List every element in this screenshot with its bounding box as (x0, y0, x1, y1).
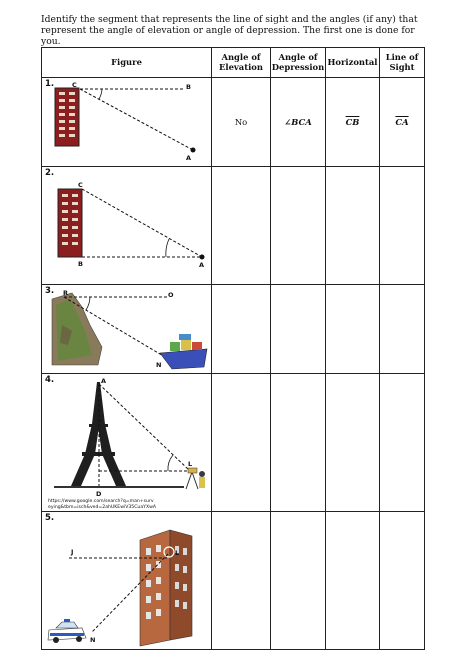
instructions: Identify the segment that represents the line of sight and the angles (if any) that represent the angle of elevation or angle of depression. The first one is done for you. (41, 14, 418, 47)
point-label-r: R (63, 289, 69, 297)
line-of-sight-cell-1[interactable] (380, 78, 425, 167)
header-row (42, 48, 425, 78)
point-label-l: L (188, 460, 193, 468)
line-of-sight-cell-5[interactable] (380, 512, 425, 650)
point-label-a: A (101, 377, 107, 385)
line-of-sight-cell-4[interactable] (380, 374, 425, 512)
row-number: 2. (45, 168, 55, 178)
row-number: 4. (45, 375, 55, 385)
image-source-url-line-1: https://www.google.com/search?q=man+surv (48, 499, 154, 504)
figure-1-diagram (42, 78, 212, 167)
table-row (42, 512, 425, 650)
police-car-icon (48, 619, 86, 643)
header-figure: Figure (42, 48, 212, 78)
point-label-o: O (168, 291, 174, 299)
figure-cell-1 (42, 78, 212, 167)
figure-5-diagram (42, 512, 212, 650)
point-label-c: C (72, 81, 77, 89)
depression-cell-1[interactable] (271, 78, 326, 167)
table-row (42, 167, 425, 285)
figure-cell-2 (42, 167, 212, 285)
point-label-j: J (71, 548, 74, 556)
eiffel-tower-icon (54, 382, 184, 488)
apartment-building-icon (140, 530, 192, 646)
table-row (42, 285, 425, 374)
building-icon (58, 189, 82, 257)
figure-cell-5 (42, 512, 212, 650)
surveyor-icon (186, 468, 205, 489)
horizontal-answer: $\overline{CB}$ (345, 117, 360, 127)
worksheet-table (41, 47, 425, 650)
point-label-a: A (186, 154, 192, 162)
figure-3-diagram (42, 285, 212, 374)
point-label-n: N (156, 361, 162, 369)
depression-cell-2[interactable] (271, 167, 326, 285)
point-label-d: D (96, 490, 102, 498)
horizontal-cell-3[interactable] (326, 285, 380, 374)
figure-2-diagram (42, 167, 212, 285)
elevation-cell-1[interactable]: No (212, 78, 271, 167)
cliff-icon (52, 293, 102, 365)
elevation-cell-2[interactable] (212, 167, 271, 285)
line-of-sight-answer: $\overline{CA}$ (395, 117, 409, 127)
point-label-b: B (186, 83, 191, 91)
horizontal-cell-2[interactable] (326, 167, 380, 285)
header-angle-depression: Angle of Depression (271, 48, 326, 78)
table-row (42, 78, 425, 167)
point-label-c: C (78, 181, 83, 189)
image-source-url-line-2: eying&tbm=isch&ved=2ahUKEwiV35CuaYXwA (48, 505, 157, 510)
depression-cell-3[interactable] (271, 285, 326, 374)
table-row (42, 374, 425, 512)
depression-cell-5[interactable] (271, 512, 326, 650)
point-label-l: L (175, 549, 180, 557)
header-horizontal: Horizontal (326, 48, 380, 78)
figure-cell-3 (42, 285, 212, 374)
elevation-cell-4[interactable] (212, 374, 271, 512)
depression-cell-4[interactable] (271, 374, 326, 512)
elevation-cell-5[interactable] (212, 512, 271, 650)
header-angle-elevation: Angle of Elevation (212, 48, 271, 78)
horizontal-cell-4[interactable] (326, 374, 380, 512)
line-of-sight-cell-3[interactable] (380, 285, 425, 374)
point-label-a: A (199, 261, 205, 269)
point-label-n: N (90, 636, 96, 644)
point-label-b: B (78, 260, 83, 268)
horizontal-cell-5[interactable] (326, 512, 380, 650)
figure-4-diagram (42, 374, 212, 512)
row-number: 3. (45, 286, 55, 296)
header-line-of-sight: Line of Sight (380, 48, 425, 78)
building-icon (55, 88, 79, 146)
row-number: 1. (45, 79, 55, 89)
depression-answer: ∠BCA (284, 117, 312, 127)
elevation-cell-3[interactable] (212, 285, 271, 374)
horizontal-cell-1[interactable] (326, 78, 380, 167)
ship-icon (160, 334, 207, 369)
line-of-sight-cell-2[interactable] (380, 167, 425, 285)
row-number: 5. (45, 513, 55, 523)
figure-cell-4 (42, 374, 212, 512)
